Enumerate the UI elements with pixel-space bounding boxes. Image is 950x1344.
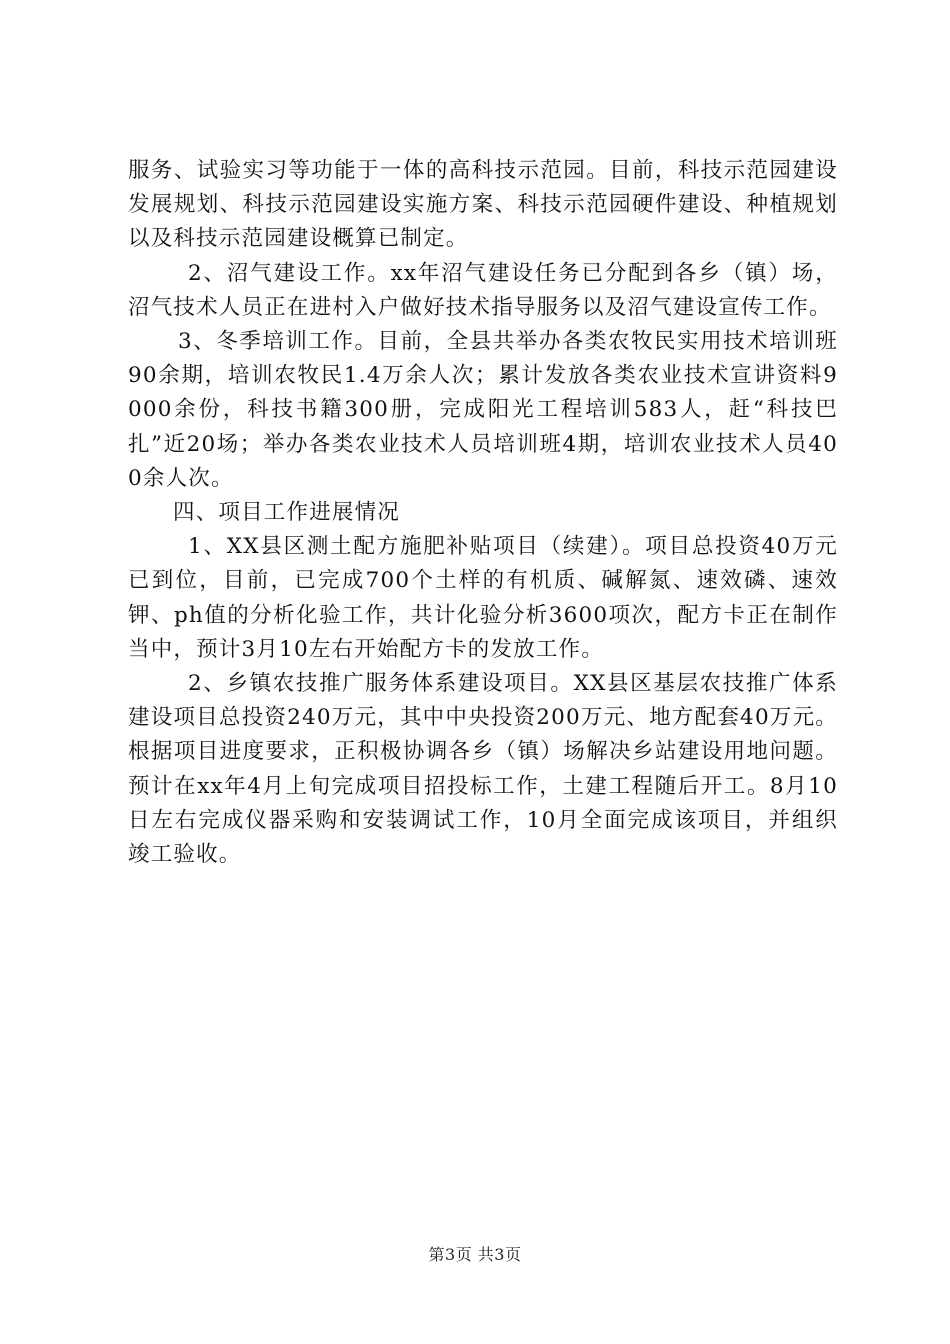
paragraph-extension-system-project: 2、乡镇农技推广服务体系建设项目。XX县区基层农技推广体系建设项目总投资240万元，其中中央投资200万元、地方配套40万元。根据项目进度要求，正积极协调各乡（镇）场解决乡站建设用地问题。预计在xx年4月上旬完成项目招投标工作，土建工程随后开工。8月10日左右完成仪器采购和安装调试工作，10月全面完成该项目，并组织竣工验收。 — [128, 671, 838, 868]
document-body — [128, 154, 838, 872]
paragraph-biogas: 2、沼气建设工作。xx年沼气建设任务已分配到各乡（镇）场，沼气技术人员正在进村入户做好技术指导服务以及沼气建设宣传工作。 — [128, 260, 838, 320]
page-footer: 第3页 共3页 — [428, 1245, 522, 1264]
paragraph-winter-training: 3、冬季培训工作。目前，全县共举办各类农牧民实用技术培训班90余期，培训农牧民1.4万余人次；累计发放各类农业技术宣讲资料9000余份，科技书籍300册，完成阳光工程培训583人，赶“科技巴扎”近20场；举办各类农业技术人员培训班4期，培训农业技术人员400余人次。 — [128, 329, 838, 491]
paragraph-soil-testing-project: 1、XX县区测土配方施肥补贴项目（续建）。项目总投资40万元已到位，目前，已完成700个土样的有机质、碱解氮、速效磷、速效钾、ph值的分析化验工作，共计化验分析3600项次，配方卡正在制作当中，预计3月10左右开始配方卡的发放工作。 — [128, 534, 838, 662]
section-heading-projects: 四、项目工作进展情况 — [173, 500, 401, 526]
paragraph-demo-park: 服务、试验实习等功能于一体的高科技示范园。目前，科技示范园建设发展规划、科技示范园建设实施方案、科技示范园硬件建设、种植规划以及科技示范园建设概算已制定。 — [128, 158, 838, 252]
